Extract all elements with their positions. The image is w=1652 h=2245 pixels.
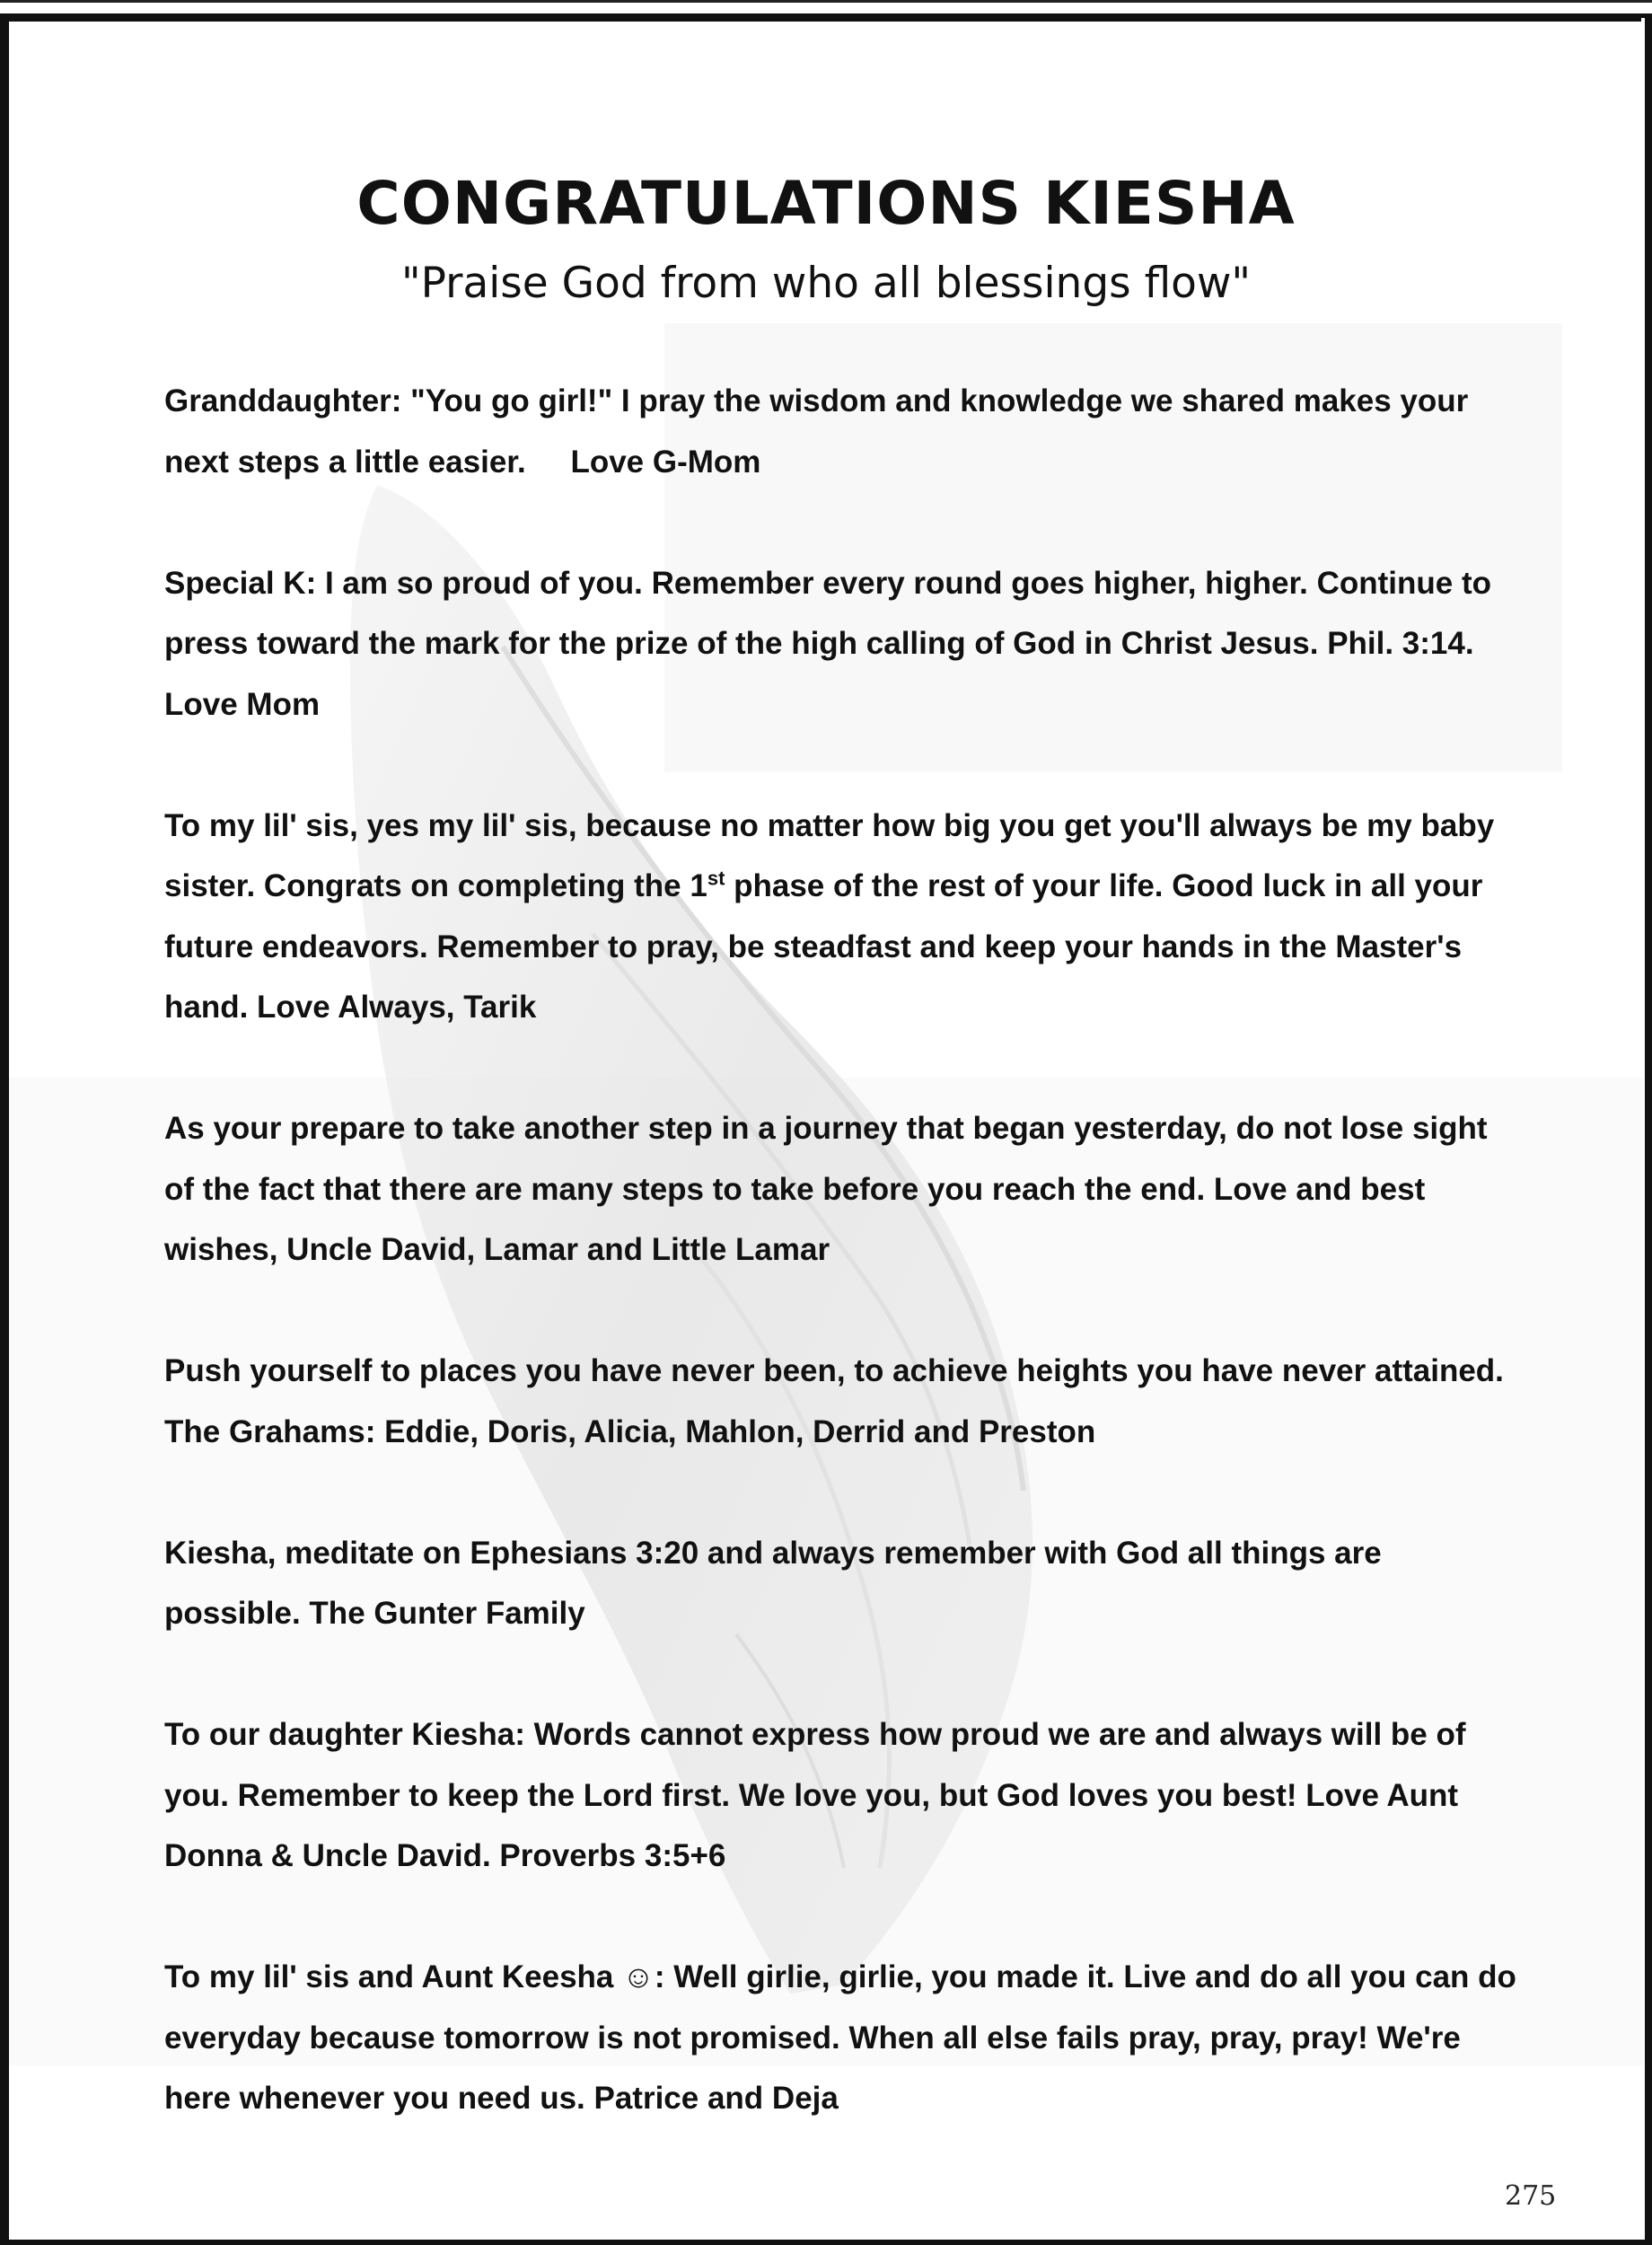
- message-uncle-david: [164, 1098, 1520, 1281]
- message-text: Special K: I am so proud of you. Remember every round goes higher, higher. Continue to press toward the mark for the prize of the high calling of God in Christ Jesus. Phil. 3:14. Love Mom: [164, 565, 1492, 722]
- message-text: To our daughter Kiesha: Words cannot express how proud we are and always will be of you. Remember to keep the Lord first. We love you, but God loves you best! Love Aunt Donna & Uncle David. Proverbs 3:5+6: [164, 1717, 1466, 1873]
- page-subtitle: "Praise God from who all blessings flow": [400, 259, 1251, 308]
- message-tarik: [164, 796, 1520, 1038]
- message-patrice-deja: [164, 1947, 1520, 2129]
- left-border: [0, 18, 9, 2245]
- page-title: CONGRATULATIONS KIESHA: [356, 169, 1296, 238]
- message-text: Kiesha, meditate on Ephesians 3:20 and always remember with God all things are possible. The Gunter Family: [164, 1535, 1382, 1631]
- ordinal-superscript: st: [707, 867, 725, 890]
- top-border: [0, 0, 1652, 26]
- message-text: Granddaughter: "You go girl!" I pray the wisdom and knowledge we shared makes your next steps a little easier.: [164, 383, 1469, 480]
- message-text: Push yourself to places you have never been, to achieve heights you have never attained. The Grahams: Eddie, Doris, Alicia, Mahlon, Derrid and Preston: [164, 1353, 1504, 1449]
- message-mom: [164, 553, 1520, 735]
- message-text: As your prepare to take another step in a journey that began yesterday, do not lose sight of the fact that there are many steps to take before you reach the end. Love and best wishes, Uncle David, Lamar and Little Lamar: [164, 1111, 1488, 1267]
- messages-list: [164, 371, 1520, 2189]
- message-aunt-donna: [164, 1704, 1520, 1887]
- message-g-mom: [164, 371, 1520, 492]
- page-number: 275: [1505, 2180, 1557, 2212]
- bottom-border: [0, 2240, 1652, 2245]
- message-grahams: [164, 1341, 1520, 1462]
- message-text: phase of the rest of your life. Good luck in all your future endeavors. Remember to pray, be steadfast and keep your hands in the Master's hand. Love Always, Tarik: [164, 868, 1483, 1025]
- message-gunter-family: [164, 1523, 1520, 1644]
- message-text: To my lil' sis, yes my lil' sis, because no matter how big you get you'll always be my baby sister. Congrats on completing the 1: [164, 807, 1495, 903]
- message-text: To my lil' sis and Aunt Keesha ☺: Well girlie, girlie, you made it. Live and do all you can do everyday because tomorrow is not promised. When all else fails pray, pray, pray! We're here whenever you need us. Patrice and Deja: [164, 1959, 1516, 2116]
- message-signature: Love G-Mom: [570, 444, 761, 480]
